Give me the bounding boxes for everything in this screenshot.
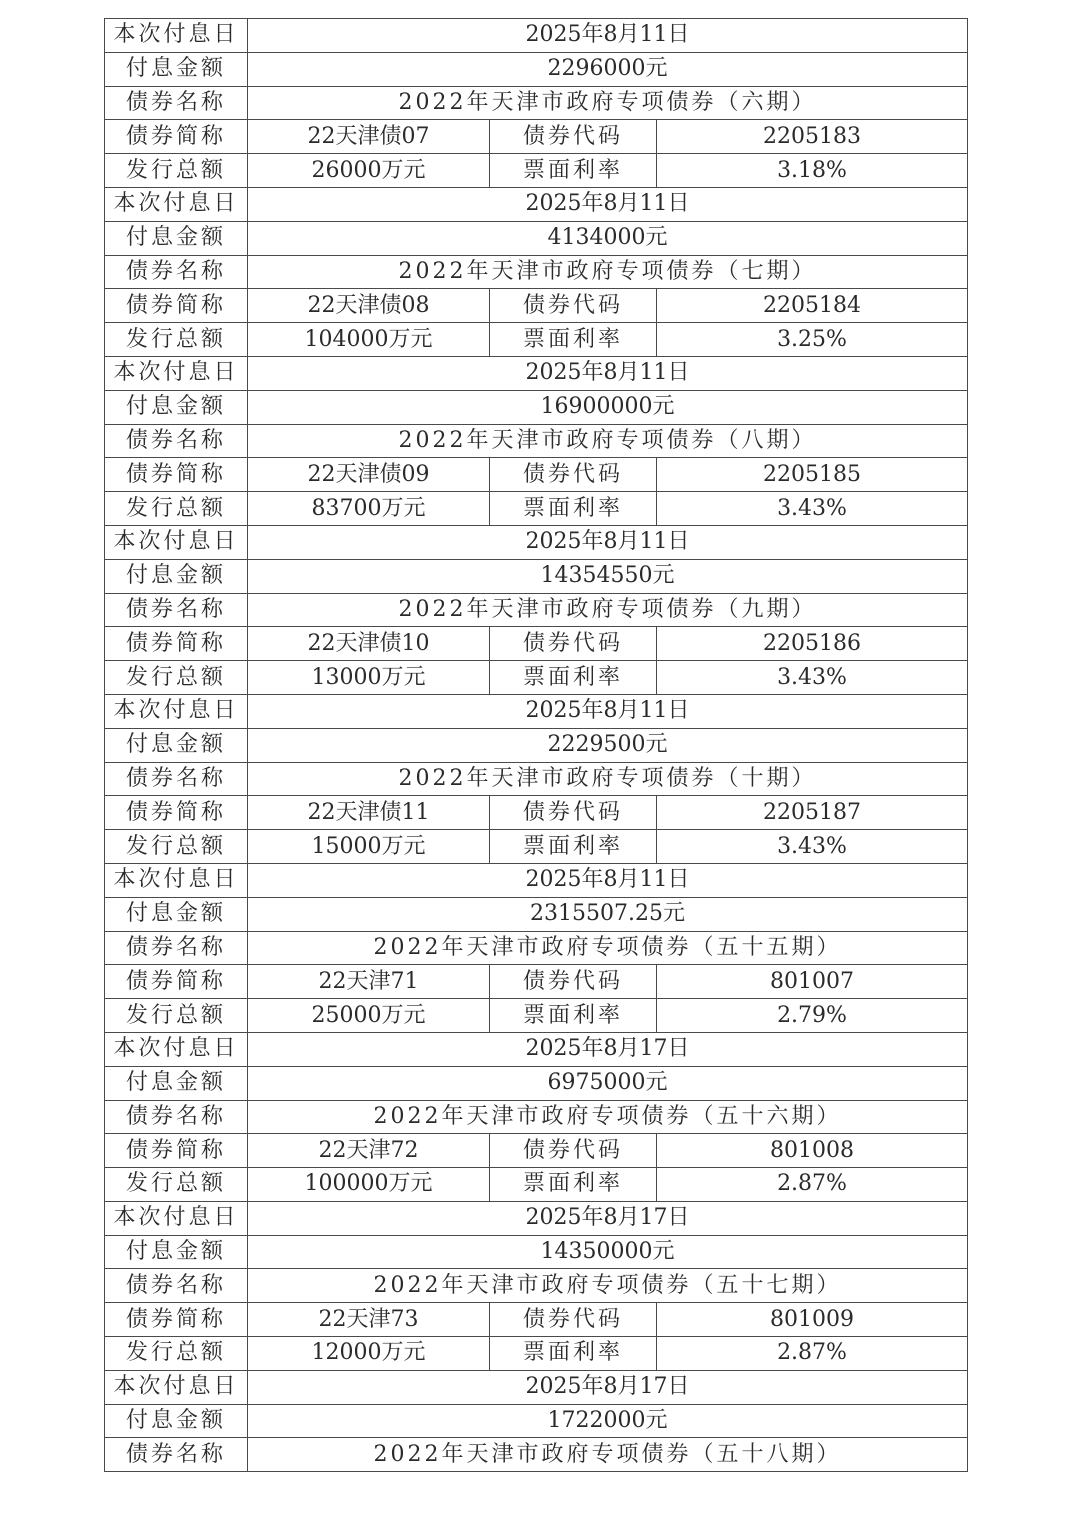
issue-total-value: 13000万元 — [248, 661, 490, 695]
bond-short-row — [105, 627, 968, 661]
payment-amount-value: 4134000元 — [248, 221, 968, 255]
bond-code-label: 债券代码 — [490, 796, 657, 830]
bond-name-value: 2022年天津市政府专项债券（五十七期） — [248, 1269, 968, 1303]
bond-short-label: 债券简称 — [105, 289, 248, 323]
coupon-rate-label: 票面利率 — [490, 830, 657, 864]
bond-table-body — [105, 19, 968, 1472]
bond-short-value: 22天津债09 — [248, 458, 490, 492]
issue-total-row — [105, 999, 968, 1033]
bond-short-row — [105, 1134, 968, 1168]
payment-amount-value: 2315507.25元 — [248, 897, 968, 931]
bond-interest-table — [104, 18, 968, 1472]
bond-short-label: 债券简称 — [105, 965, 248, 999]
issue-total-row — [105, 154, 968, 188]
bond-short-row — [105, 1303, 968, 1337]
bond-short-value: 22天津债11 — [248, 796, 490, 830]
bond-short-row — [105, 289, 968, 323]
issue-total-row — [105, 1168, 968, 1202]
coupon-rate-value: 3.43% — [657, 492, 968, 526]
payment-amount-value: 2229500元 — [248, 728, 968, 762]
issue-total-row — [105, 323, 968, 357]
bond-name-row — [105, 86, 968, 120]
bond-name-value: 2022年天津市政府专项债券（五十六期） — [248, 1100, 968, 1134]
bond-name-label: 债券名称 — [105, 1269, 248, 1303]
bond-name-value: 2022年天津市政府专项债券（六期） — [248, 86, 968, 120]
bond-name-label: 债券名称 — [105, 86, 248, 120]
issue-total-row — [105, 492, 968, 526]
payment-amount-row — [105, 1066, 968, 1100]
payment-date-value: 2025年8月11日 — [248, 525, 968, 559]
payment-amount-value: 1722000元 — [248, 1404, 968, 1438]
issue-total-label: 发行总额 — [105, 999, 248, 1033]
payment-amount-label: 付息金额 — [105, 728, 248, 762]
bond-short-label: 债券简称 — [105, 458, 248, 492]
coupon-rate-value: 3.43% — [657, 661, 968, 695]
payment-date-row — [105, 1370, 968, 1404]
bond-name-value: 2022年天津市政府专项债券（九期） — [248, 593, 968, 627]
bond-name-label: 债券名称 — [105, 424, 248, 458]
payment-date-row — [105, 525, 968, 559]
issue-total-label: 发行总额 — [105, 323, 248, 357]
issue-total-label: 发行总额 — [105, 154, 248, 188]
bond-name-value: 2022年天津市政府专项债券（八期） — [248, 424, 968, 458]
payment-date-row — [105, 694, 968, 728]
coupon-rate-label: 票面利率 — [490, 1337, 657, 1371]
payment-amount-row — [105, 897, 968, 931]
bond-short-label: 债券简称 — [105, 1303, 248, 1337]
payment-amount-row — [105, 390, 968, 424]
payment-amount-value: 2296000元 — [248, 52, 968, 86]
coupon-rate-value: 3.18% — [657, 154, 968, 188]
bond-code-value: 2205183 — [657, 120, 968, 154]
issue-total-value: 83700万元 — [248, 492, 490, 526]
bond-code-value: 2205186 — [657, 627, 968, 661]
bond-short-value: 22天津债08 — [248, 289, 490, 323]
bond-code-label: 债券代码 — [490, 289, 657, 323]
issue-total-value: 15000万元 — [248, 830, 490, 864]
bond-short-row — [105, 120, 968, 154]
payment-date-value: 2025年8月17日 — [248, 1370, 968, 1404]
coupon-rate-label: 票面利率 — [490, 999, 657, 1033]
payment-date-row — [105, 356, 968, 390]
coupon-rate-label: 票面利率 — [490, 661, 657, 695]
bond-name-row — [105, 1269, 968, 1303]
issue-total-row — [105, 830, 968, 864]
payment-amount-value: 14350000元 — [248, 1235, 968, 1269]
bond-code-label: 债券代码 — [490, 120, 657, 154]
coupon-rate-value: 3.25% — [657, 323, 968, 357]
bond-name-value: 2022年天津市政府专项债券（十期） — [248, 762, 968, 796]
bond-short-row — [105, 458, 968, 492]
bond-code-value: 801008 — [657, 1134, 968, 1168]
payment-date-value: 2025年8月11日 — [248, 19, 968, 53]
payment-date-value: 2025年8月11日 — [248, 356, 968, 390]
bond-name-value: 2022年天津市政府专项债券（五十八期） — [248, 1438, 968, 1472]
payment-amount-value: 16900000元 — [248, 390, 968, 424]
bond-short-label: 债券简称 — [105, 796, 248, 830]
payment-amount-row — [105, 1404, 968, 1438]
bond-short-label: 债券简称 — [105, 1134, 248, 1168]
payment-amount-row — [105, 728, 968, 762]
payment-date-row — [105, 187, 968, 221]
issue-total-value: 100000万元 — [248, 1168, 490, 1202]
payment-date-value: 2025年8月11日 — [248, 863, 968, 897]
bond-code-value: 2205185 — [657, 458, 968, 492]
payment-date-row — [105, 863, 968, 897]
bond-short-row — [105, 965, 968, 999]
payment-date-row — [105, 1032, 968, 1066]
payment-amount-row — [105, 559, 968, 593]
payment-date-label: 本次付息日 — [105, 187, 248, 221]
bond-code-value: 2205184 — [657, 289, 968, 323]
issue-total-label: 发行总额 — [105, 830, 248, 864]
coupon-rate-label: 票面利率 — [490, 1168, 657, 1202]
bond-name-row — [105, 424, 968, 458]
bond-name-label: 债券名称 — [105, 593, 248, 627]
bond-short-value: 22天津71 — [248, 965, 490, 999]
issue-total-value: 25000万元 — [248, 999, 490, 1033]
payment-amount-label: 付息金额 — [105, 52, 248, 86]
payment-amount-label: 付息金额 — [105, 221, 248, 255]
payment-date-value: 2025年8月11日 — [248, 694, 968, 728]
bond-name-row — [105, 931, 968, 965]
bond-short-value: 22天津72 — [248, 1134, 490, 1168]
bond-name-label: 债券名称 — [105, 1438, 248, 1472]
payment-date-label: 本次付息日 — [105, 1201, 248, 1235]
bond-name-value: 2022年天津市政府专项债券（七期） — [248, 255, 968, 289]
bond-code-value: 801009 — [657, 1303, 968, 1337]
payment-date-label: 本次付息日 — [105, 19, 248, 53]
bond-name-label: 债券名称 — [105, 1100, 248, 1134]
payment-date-value: 2025年8月17日 — [248, 1032, 968, 1066]
bond-name-row — [105, 1100, 968, 1134]
bond-name-label: 债券名称 — [105, 255, 248, 289]
bond-code-value: 2205187 — [657, 796, 968, 830]
payment-amount-value: 14354550元 — [248, 559, 968, 593]
payment-amount-row — [105, 52, 968, 86]
bond-name-row — [105, 762, 968, 796]
bond-code-label: 债券代码 — [490, 627, 657, 661]
bond-short-value: 22天津73 — [248, 1303, 490, 1337]
payment-amount-label: 付息金额 — [105, 897, 248, 931]
payment-amount-row — [105, 221, 968, 255]
payment-date-label: 本次付息日 — [105, 1032, 248, 1066]
payment-amount-label: 付息金额 — [105, 1235, 248, 1269]
bond-name-value: 2022年天津市政府专项债券（五十五期） — [248, 931, 968, 965]
bond-code-label: 债券代码 — [490, 1303, 657, 1337]
payment-date-label: 本次付息日 — [105, 863, 248, 897]
issue-total-label: 发行总额 — [105, 661, 248, 695]
payment-amount-row — [105, 1235, 968, 1269]
coupon-rate-value: 2.79% — [657, 999, 968, 1033]
coupon-rate-value: 2.87% — [657, 1168, 968, 1202]
payment-amount-label: 付息金额 — [105, 559, 248, 593]
issue-total-label: 发行总额 — [105, 492, 248, 526]
payment-date-label: 本次付息日 — [105, 525, 248, 559]
bond-short-row — [105, 796, 968, 830]
bond-code-label: 债券代码 — [490, 458, 657, 492]
issue-total-label: 发行总额 — [105, 1168, 248, 1202]
coupon-rate-label: 票面利率 — [490, 323, 657, 357]
bond-name-label: 债券名称 — [105, 762, 248, 796]
bond-code-label: 债券代码 — [490, 965, 657, 999]
payment-amount-label: 付息金额 — [105, 390, 248, 424]
coupon-rate-label: 票面利率 — [490, 492, 657, 526]
bond-name-label: 债券名称 — [105, 931, 248, 965]
bond-name-row — [105, 593, 968, 627]
bond-name-row — [105, 1438, 968, 1472]
bond-short-label: 债券简称 — [105, 627, 248, 661]
issue-total-value: 26000万元 — [248, 154, 490, 188]
bond-name-row — [105, 255, 968, 289]
payment-date-row — [105, 19, 968, 53]
payment-date-label: 本次付息日 — [105, 694, 248, 728]
bond-short-value: 22天津债10 — [248, 627, 490, 661]
issue-total-row — [105, 661, 968, 695]
payment-date-label: 本次付息日 — [105, 1370, 248, 1404]
issue-total-value: 12000万元 — [248, 1337, 490, 1371]
bond-code-label: 债券代码 — [490, 1134, 657, 1168]
payment-date-row — [105, 1201, 968, 1235]
payment-amount-label: 付息金额 — [105, 1404, 248, 1438]
payment-date-value: 2025年8月11日 — [248, 187, 968, 221]
bond-code-value: 801007 — [657, 965, 968, 999]
payment-amount-value: 6975000元 — [248, 1066, 968, 1100]
coupon-rate-value: 3.43% — [657, 830, 968, 864]
payment-date-label: 本次付息日 — [105, 356, 248, 390]
coupon-rate-value: 2.87% — [657, 1337, 968, 1371]
payment-date-value: 2025年8月17日 — [248, 1201, 968, 1235]
bond-short-value: 22天津债07 — [248, 120, 490, 154]
payment-amount-label: 付息金额 — [105, 1066, 248, 1100]
coupon-rate-label: 票面利率 — [490, 154, 657, 188]
issue-total-row — [105, 1337, 968, 1371]
bond-short-label: 债券简称 — [105, 120, 248, 154]
issue-total-label: 发行总额 — [105, 1337, 248, 1371]
issue-total-value: 104000万元 — [248, 323, 490, 357]
